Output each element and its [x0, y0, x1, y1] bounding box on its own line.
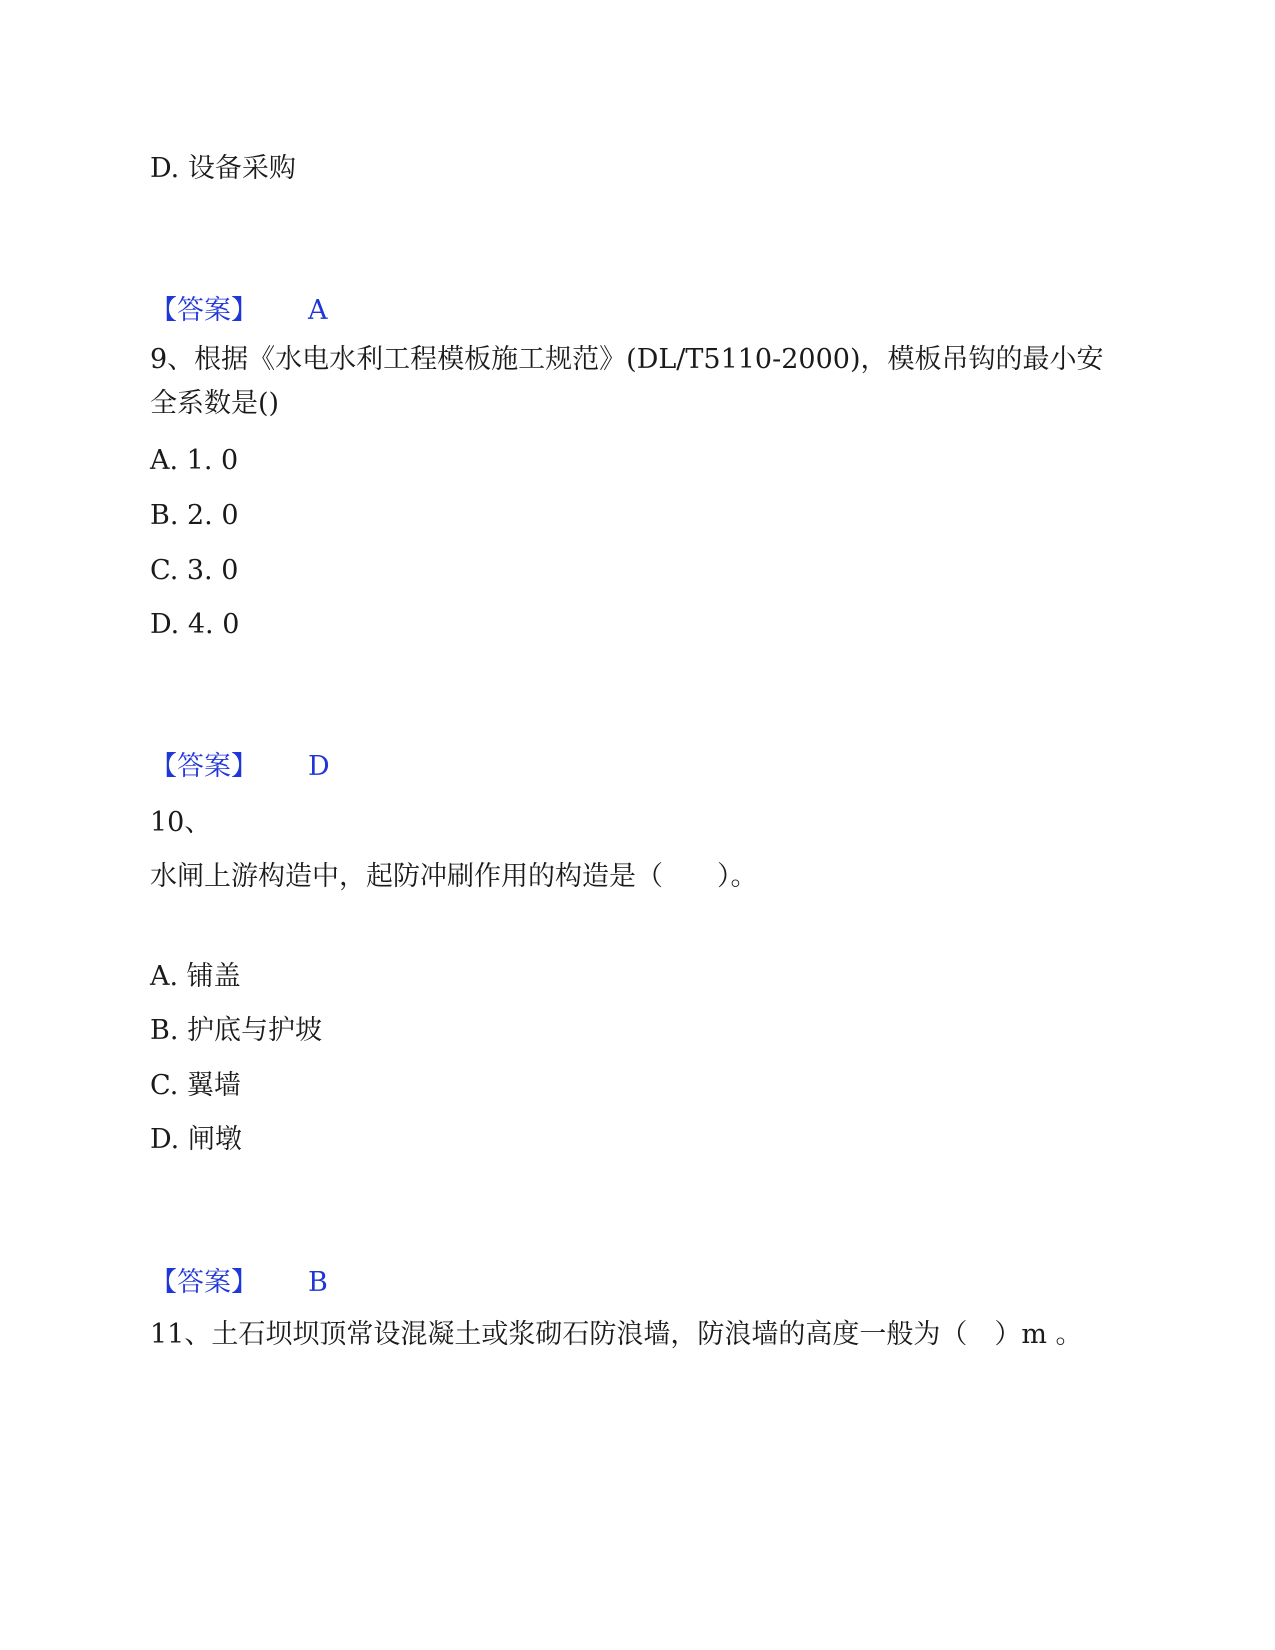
answer-value: B: [308, 1267, 328, 1298]
q10-option-b: B. 护底与护坡: [150, 1015, 323, 1046]
answer-label: 【答案】: [150, 295, 258, 326]
q10-option-a: A. 铺盖: [150, 961, 241, 992]
q10-answer: [150, 1267, 328, 1298]
q10-question: 水闸上游构造中，起防冲刷作用的构造是（ ）。: [150, 861, 758, 892]
answer-label: 【答案】: [150, 1267, 258, 1298]
q9-option-c: C. 3. 0: [150, 555, 239, 586]
q10-option-c: C. 翼墙: [150, 1070, 241, 1101]
q9-option-a: A. 1. 0: [150, 445, 239, 476]
answer-label: 【答案】: [150, 751, 258, 782]
answer-value: A: [308, 295, 328, 326]
q10-option-d: D. 闸墩: [150, 1124, 242, 1155]
q10-number: 10、: [150, 807, 212, 838]
q9-option-b: B. 2. 0: [150, 500, 239, 531]
q8-option-d: D. 设备采购: [150, 153, 296, 184]
q9-answer: [150, 751, 330, 782]
q8-answer: [150, 295, 328, 326]
q11-question: 11、土石坝坝顶常设混凝土或浆砌石防浪墙，防浪墙的高度一般为（ ）m 。: [150, 1319, 1083, 1350]
q9-option-d: D. 4. 0: [150, 609, 240, 640]
q9-question: 9、根据《水电水利工程模板施工规范》(DL/T5110-2000)，模板吊钩的最小安全系数是(): [150, 344, 1104, 419]
answer-value: D: [308, 751, 330, 782]
